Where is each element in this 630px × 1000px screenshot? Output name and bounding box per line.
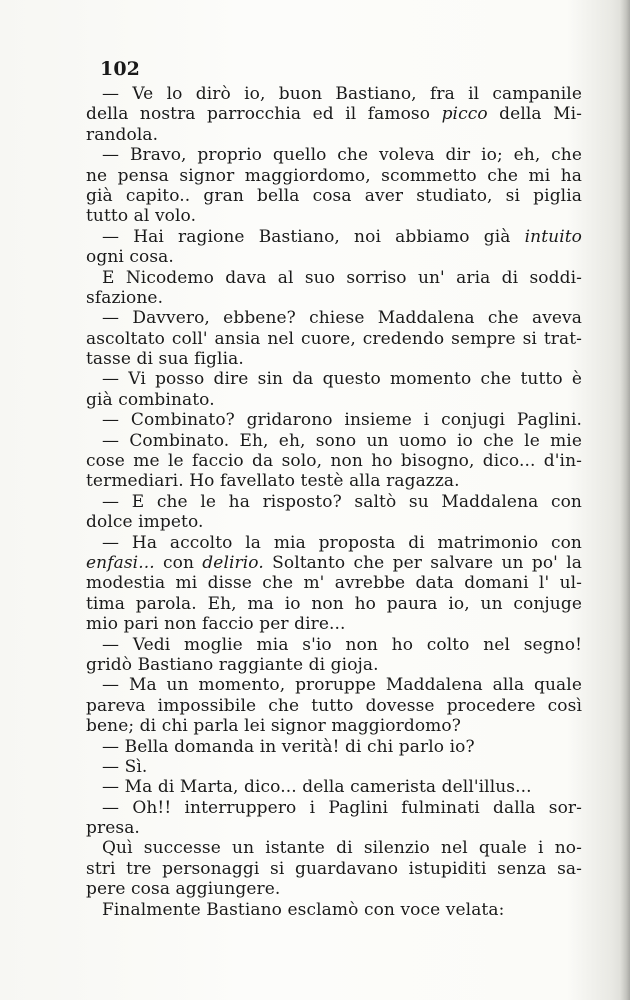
text-line: tutto al volo.: [86, 206, 197, 227]
text-line: sfazione.: [86, 287, 164, 308]
text-line: — Davvero, ebbene? chiese Maddalena che aveva: [102, 308, 582, 329]
text-line: ne pensa signor maggiordomo, scommetto che mi ha: [86, 165, 582, 186]
page-number: 102: [100, 58, 140, 80]
text-line: bene; di chi parla lei signor maggiordomo?: [86, 716, 461, 737]
text-line: pere cosa aggiungere.: [86, 879, 281, 900]
text-line: gridò Bastiano raggiante di gioja.: [86, 654, 379, 675]
text-line: [86, 104, 582, 124]
text-line: Finalmente Bastiano esclamò con voce velata:: [102, 899, 505, 920]
text-line: già combinato.: [86, 389, 215, 410]
page-gutter-shadow: [620, 0, 630, 1000]
italic-run: intuito: [524, 226, 582, 247]
text-line: E Nicodemo dava al suo sorriso un' aria di soddi-: [102, 267, 582, 288]
text-line: Quì successe un istante di silenzio nel quale i no-: [102, 838, 582, 859]
text-line: — Combinato. Eh, eh, sono un uomo io che le mie: [102, 430, 582, 451]
text-line: dolce impeto.: [86, 512, 204, 533]
italic-run: enfasi...: [86, 552, 155, 573]
text-line: — Bella domanda in verità! di chi parlo io?: [102, 736, 475, 757]
text-run: — Hai ragione Bastiano, noi abbiamo già: [102, 226, 525, 247]
text-run: della Mi-: [487, 104, 582, 125]
text-line: presa.: [86, 818, 140, 839]
text-line: — Ve lo dirò io, buon Bastiano, fra il campanile: [102, 84, 582, 104]
text-line: [86, 227, 582, 247]
text-line: — Ma un momento, proruppe Maddalena alla quale: [102, 675, 582, 696]
text-line: — Sì.: [102, 756, 148, 777]
text-line: randola.: [86, 124, 159, 145]
text-line: mio pari non faccio per dire...: [86, 614, 346, 635]
text-line: modestia mi disse che m' avrebbe data domani l' ul-: [86, 573, 582, 594]
text-line: — Combinato? gridarono insieme i conjugi Paglini.: [102, 410, 582, 431]
text-line: pareva impossibile che tutto dovesse procedere così: [86, 695, 582, 716]
text-line: — Ha accolto la mia proposta di matrimonio con: [102, 532, 582, 553]
text-line: ascoltato coll' ansia nel cuore, credendo sempre si trat-: [86, 328, 582, 349]
text-line: — Vedi moglie mia s'io non ho colto nel segno!: [102, 634, 582, 655]
text-line: — Oh!! interruppero i Paglini fulminati dalla sor-: [102, 797, 582, 818]
text-run: Soltanto che per salvare un po' la: [263, 552, 582, 573]
text-line: già capito.. gran bella cosa aver studiato, si piglia: [86, 185, 582, 206]
text-line: tasse di sua figlia.: [86, 349, 244, 370]
text-line: — Bravo, proprio quello che voleva dir io; eh, che: [102, 145, 582, 166]
text-line: — E che le ha risposto? saltò su Maddalena con: [102, 491, 582, 512]
page-text-block: [86, 58, 582, 920]
italic-run: picco: [441, 104, 488, 125]
text-line: tima parola. Eh, ma io non ho paura io, un conjuge: [86, 593, 582, 614]
text-lines: [86, 84, 582, 920]
text-line: ogni cosa.: [86, 247, 174, 268]
text-run: della nostra parrocchia ed il famoso: [86, 104, 442, 125]
text-line: — Vi posso dire sin da questo momento che tutto è: [102, 369, 582, 390]
text-run: con: [154, 552, 203, 573]
text-line: cose me le faccio da solo, non ho bisogno, dico... d'in-: [86, 451, 582, 472]
text-line: termediari. Ho favellato testè alla ragazza.: [86, 471, 460, 492]
text-line: — Ma di Marta, dico... della camerista dell'illus...: [102, 777, 532, 798]
italic-run: delirio.: [202, 552, 264, 573]
text-line: [86, 553, 582, 573]
text-line: stri tre personaggi si guardavano istupiditi senza sa-: [86, 858, 582, 879]
